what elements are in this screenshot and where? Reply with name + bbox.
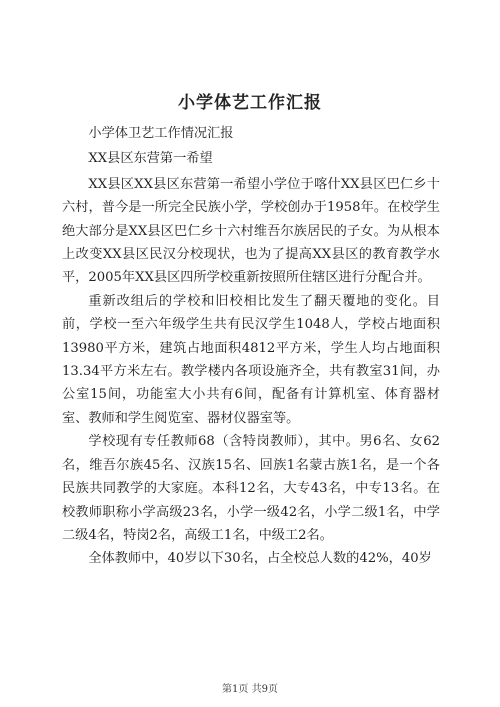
facilities-paragraph: 重新改组后的学校和旧校相比发生了翻天覆地的变化。目前，学校一至六年级学生共有民汉学生1048人，学校占地面积13980平方米，建筑占地面积4812平方米，学生人均占地面积13.34平方米左右。教学楼内各项设施齐全，共有教室31间，办公室15间，功能室大小共有6间，配备有计算机室、体育器材室、教师和学生阅览室、器材仪器室等。 — [62, 293, 440, 426]
age-paragraph: 全体教师中，40岁以下30名，占全校总人数的42%，40岁 — [88, 551, 432, 567]
page-footer: 第1页 共9页 — [222, 684, 278, 695]
document-title: 小学体艺工作汇报 — [178, 93, 322, 113]
teachers-paragraph: 学校现有专任教师68（含特岗教师），其中。男6名、女62名，维吾尔族45名、汉族15名、回族1名蒙古族1名，是一个各民族共同教学的大家庭。本科12名，大专43名，中专13名。在校教师职称小学高级23名，小学一级42名，小学二级1名，中学二级4名，特岗2名，高级工1名，中级工2名。 — [62, 434, 440, 543]
document-body — [62, 122, 440, 571]
subtitle-paragraph: 小学体卫艺工作情况汇报 — [88, 126, 234, 141]
intro-paragraph: XX县区XX县区东营第一希望小学位于喀什XX县区巴仁乡十六村，普今是一所完全民族小学，学校创办于1958年。在校学生绝大部分是XX县区巴仁乡十六村维吾尔族居民的子女。为从根本上改变XX县区民汉分校现状，也为了提高XX县区的教育教学水平，2005年XX县区四所学校重新按照所住辖区进行分配合并。 — [62, 176, 440, 286]
school-name-paragraph: XX县区东营第一希望 — [88, 151, 213, 167]
